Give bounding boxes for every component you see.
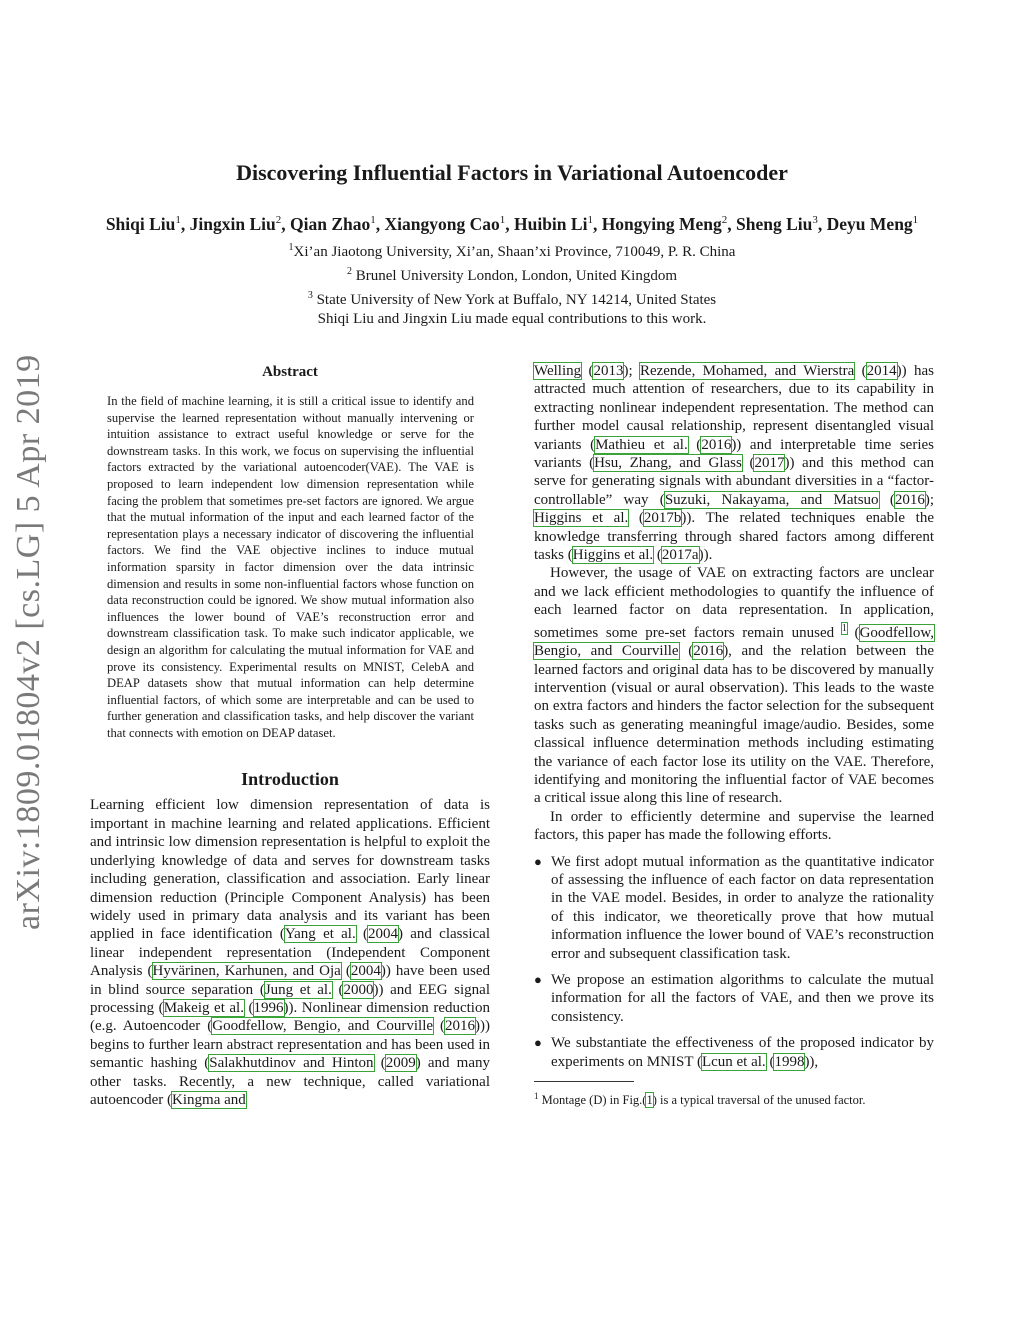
citation-year-link[interactable]: 2016	[894, 491, 925, 508]
footnote-mark: 1	[534, 1091, 539, 1102]
affiliation-line	[0, 262, 1024, 286]
author-affiliation-mark: 2	[721, 214, 728, 227]
author-name: Huibin Li	[513, 214, 588, 234]
text-run: )) and EEG signal processing (	[90, 981, 490, 1016]
citation-link[interactable]: Welling	[534, 363, 582, 379]
citation-link[interactable]: Suzuki, Nakayama, and Matsuo	[664, 491, 879, 508]
list-item	[534, 853, 934, 963]
intro-paragraph-2: However, the usage of VAE on extracting factors are unclear and we lack efficient methodologies to quantify the influence of each learned factor on data representation. In application, sometimes some pre-set factors remain unused $^1$ (Goodfellow, Bengio, and Courville (2016), and the relation between the learned factors and original data has to be discovered by manually intervention (visual or aural observation). This leads to the waste on extra factors and hinders the factor selection for the subsequent tasks such as generating meaningful image/audio. Besides, some classical influence determination methods including estimating the variance of each factor lose its utility on the VAE. Therefore, identifying and monitoring the influential factor of VAE becomes a critical issue along this line of research.	[534, 565, 934, 807]
text-run: )) and this method can serve for generating signals with abundant diversities in a “factor-controllable” way (	[534, 455, 934, 508]
text-run: )). The related techniques enable the knowledge transferring through shared factors among different tasks (	[534, 510, 934, 564]
footnote-divider	[534, 1081, 634, 1082]
citation-link[interactable]: Higgins et al.	[572, 547, 654, 564]
text-run: )) have been used in blind source separation (	[90, 963, 490, 998]
author-separator: ,	[281, 214, 290, 234]
equal-contribution-note: Shiqi Liu and Jingxin Liu made equal contributions to this work.	[317, 311, 707, 327]
author-separator: ,	[375, 214, 385, 234]
citation-link[interactable]: Kingma and	[172, 1091, 246, 1108]
author-name: Jingxin Liu	[189, 214, 276, 234]
author-name: Hongying Meng	[601, 214, 722, 234]
affiliation-mark: 3	[307, 290, 313, 301]
text-run: ) and many other tasks. Recently, a new technique, called variational autoencoder (	[90, 1055, 490, 1108]
affiliation-line	[0, 286, 1024, 310]
list-item	[534, 971, 934, 1026]
bullet-icon: ●	[534, 1035, 542, 1051]
footnote-text: ) is a typical traversal of the unused factor.	[652, 1093, 866, 1108]
citation-year-link[interactable]: 2004	[350, 963, 381, 980]
intro-paragraph-1: Learning efficient low dimension representation of data is important in machine learning and related applications. Efficient and intrinsic low dimension representation is helpful to exploit the underlying knowledge of data and serves for downstream tasks including generation, classification and association. Early linear dimension reduction (Principle Component Analysis) has been widely used in primary data analysis and its variant has been applied in face identification (Yang et al. (2004) and classical linear independent representation (Independent Component Analysis (Hyvärinen, Karhunen, and Oja (2004)) have been used in blind source separation (Jung et al. (2000)) and EEG signal processing (Makeig et al. (1996)). Nonlinear dimension reduction (e.g. Autoencoder (Goodfellow, Bengio, and Courville (2016))) begins to further learn abstract representation and has been used in semantic hashing (Salakhutdinov and Hinton (2009) and many other tasks. Recently, a new technique, called variational autoencoder (Kingma and	[90, 797, 490, 1108]
text-run: ) and classical linear independent representation (Independent Component Analysis (	[90, 926, 490, 980]
citation-year-link[interactable]: 2017a	[661, 547, 699, 564]
footnote-text: Montage (D) in Fig.(	[538, 1093, 647, 1108]
right-column	[534, 362, 934, 1108]
author-name: Deyu Meng	[826, 214, 913, 234]
citation-link[interactable]: Goodfellow, Bengio, and Courville	[534, 624, 934, 660]
author-separator: ,	[727, 214, 737, 234]
affiliations	[0, 238, 1024, 329]
abstract-heading: Abstract	[262, 364, 318, 380]
citation-link[interactable]: Higgins et al.	[534, 510, 629, 527]
author-affiliation-mark: 1	[175, 214, 181, 227]
author-separator: ,	[180, 214, 190, 234]
citation-link[interactable]: Lcun et al.	[701, 1053, 766, 1070]
author-affiliation-mark: 1	[370, 214, 376, 227]
author-separator: ,	[592, 214, 602, 234]
footnote-link[interactable]: 1	[841, 622, 847, 634]
text-run: (	[846, 624, 860, 641]
author-name: Sheng Liu	[736, 214, 813, 234]
citation-link[interactable]: Goodfellow, Bengio, and Courville	[212, 1018, 434, 1035]
citation-link[interactable]: Makeig et al.	[163, 999, 244, 1016]
citation-link[interactable]: Hyvärinen, Karhunen, and Oja	[152, 963, 341, 980]
author-name: Xiangyong Cao	[384, 214, 500, 234]
text-run: However, the usage of VAE on extracting factors are unclear and we lack efficient methodologies to quantify the influence of each learned factor on data representation. In application, sometimes some pre-set factors remain unused	[534, 565, 934, 641]
list-item: ● We substantiate the effectiveness of the proposed indicator by experiments on MNIST (Lcun et al. (1998)),	[534, 1035, 934, 1070]
citation-year-link[interactable]: 2016	[693, 643, 724, 660]
affiliation-text: Brunel University London, London, United Kingdom	[352, 268, 677, 284]
author-affiliation-mark: 2	[275, 214, 282, 227]
affiliation-text: Xi’an Jiaotong University, Xi’an, Shaan’xi Province, 710049, P. R. China	[293, 244, 736, 260]
citation-year-link[interactable]: 2016	[445, 1018, 475, 1035]
abstract-text: In the field of machine learning, it is still a critical issue to identify and supervise the learned representation without manually intervening or intuition assistance to extract useful knowledge or serve for the downstream tasks. In this work, we focus on supervising the influential factors extracted by the variational autoencoder(VAE). The VAE is proposed to learn independent low dimension representation while facing the problem that sometimes pre-set factors are ignored. We argue that the mutual information of the input and each learned factor of the representation plays a necessary indicator of discovering the influential factors. We find the VAE objective inclines to induce mutual information sparsity in factor dimension over the data intrinsic dimension and results in some non-influential factors whose function on data reconstruction could be ignored. We show mutual information also influences the lower bound of VAE’s reconstruction error and downstream classification task. To make such indicator applicable, we design an algorithm for calculating the mutual information for VAE and prove its consistency. Experimental results on MNIST, CelebA and DEAP datasets show that mutual information can help determine influential factors, of which some are interpretable and can be used to further generation and classification tasks, and help discover the variant that connects with emotion on DEAP dataset.	[107, 394, 474, 740]
citation-link[interactable]: Mathieu et al.	[595, 436, 688, 453]
bullet-icon: ●	[534, 972, 542, 987]
intro-paragraph-3: In order to efficiently determine and supervise the learned factors, this paper has made the following efforts.	[534, 808, 934, 844]
citation-year-link[interactable]: 1998	[774, 1053, 805, 1070]
affiliation-text: State University of New York at Buffalo, NY 14214, United States	[312, 292, 717, 308]
affiliation-line	[0, 238, 1024, 262]
affiliation-mark: 1	[288, 242, 294, 253]
text-run: ), and the relation between the learned factors and original data has to be discovered by manually intervention (visual or aural observation). This leads to the waste on extra factors and hinders the factor selection for the subsequent tasks such as generating meaningful image/audio. Besides, some classical influence determination methods including estimating the variance of each factor lose its utility on the VAE. Therefore, identifying and monitoring the influential factor of VAE becomes a critical issue along this line of research.	[534, 643, 934, 807]
citation-link[interactable]: Salakhutdinov and Hinton	[209, 1055, 374, 1072]
citation-link[interactable]: Jung et al.	[264, 981, 332, 998]
paper-title: Discovering Influential Factors in Variational Autoencoder	[236, 160, 788, 185]
text-run: )) has attracted much attention of researchers, due to its capability in extracting nonlinear independent representation. The method can further model causal relationship, represent disentangled visual variants (	[534, 363, 934, 453]
citation-year-link[interactable]: 2000	[343, 981, 374, 998]
contribution-list	[534, 853, 934, 1071]
list-item-text: We first adopt mutual information as the quantitative indicator of assessing the influence of each factor on data representation in the VAE model. Besides, in order to analyze the rationality of this indicator, we theoretically prove that how mutual information influence the lower bound of VAE’s reconstruction error and subsequent classification task.	[551, 853, 934, 962]
text-run: );	[924, 491, 934, 508]
bullet-icon: ●	[534, 853, 542, 869]
author-separator: ,	[505, 214, 514, 234]
list-item-text: We propose an estimation algorithms to calculate the mutual information for all the factors of VAE, and then we prove its consistency.	[551, 972, 934, 1025]
left-column	[90, 362, 490, 1109]
author-affiliation-mark: 1	[912, 214, 919, 227]
citation-year-link[interactable]: 1996	[253, 999, 284, 1016]
citation-link[interactable]: Yang et al.	[284, 926, 356, 943]
text-run: )),	[804, 1053, 819, 1070]
list-item-text: We substantiate the effectiveness of the proposed indicator by experiments on MNIST (	[551, 1035, 934, 1070]
citation-year-link[interactable]: 2009	[385, 1055, 416, 1072]
text-run: )).	[698, 547, 713, 564]
author-affiliation-mark: 3	[812, 214, 818, 227]
citation-year-link[interactable]: 2013	[593, 363, 624, 379]
footnote	[534, 1088, 934, 1108]
citation-year-link[interactable]: 2004	[368, 926, 398, 943]
citation-year-link[interactable]: 2017b	[643, 510, 682, 527]
text-run: Learning efficient low dimension representation of data is important in machine learning and related applications. Efficient and intrinsic low dimension representation is helpful to exploit the underlying knowledge of data and serves for downstream tasks including generation, classification and association. Early linear dimension reduction (Principle Component Analysis) has been widely used in primary data analysis and its variant has been applied in face identification (	[90, 797, 490, 943]
author-separator: ,	[817, 214, 827, 234]
intro-paragraph-1-continued: Welling (2013); Rezende, Mohamed, and Wierstra (2014)) has attracted much attention of researchers, due to its capability in extracting nonlinear independent representation. The method can further model causal relationship, represent disentangled visual variants (Mathieu et al. (2016)) and interpretable time series variants (Hsu, Zhang, and Glass (2017)) and this method can serve for generating signals with abundant diversities in a “factor-controllable” way (Suzuki, Nakayama, and Matsuo (2016); Higgins et al. (2017b)). The related techniques enable the knowledge transferring through shared factors among different tasks (Higgins et al. (2017a)).	[534, 363, 934, 564]
affiliation-mark: 2	[347, 266, 353, 277]
text-run: )) and interpretable time series variants (	[534, 436, 934, 472]
introduction-heading: Introduction	[241, 769, 339, 790]
author-name: Qian Zhao	[290, 214, 371, 234]
author-affiliation-mark: 1	[587, 214, 593, 227]
citation-year-link[interactable]: 2016	[701, 436, 732, 453]
text-run: ))) begins to further learn abstract representation and has been used in semantic hashing (	[90, 1018, 490, 1072]
author-affiliation-mark: 1	[499, 214, 506, 227]
arxiv-identifier: arXiv:1809.01804v2 [cs.LG] 5 Apr 2019	[10, 354, 47, 930]
citation-year-link[interactable]: 2017	[754, 455, 785, 472]
text-run: );	[623, 363, 640, 379]
author-name: Shiqi Liu	[105, 214, 176, 234]
text-run: )). Nonlinear dimension reduction (e.g. Autoencoder (	[90, 999, 490, 1035]
citation-link[interactable]: Hsu, Zhang, and Glass	[594, 455, 742, 472]
author-list	[0, 214, 1024, 235]
citation-link[interactable]: Rezende, Mohamed, and Wierstra	[639, 363, 855, 379]
figure-ref-link[interactable]: 1	[646, 1093, 653, 1108]
citation-year-link[interactable]: 2014	[866, 363, 897, 379]
